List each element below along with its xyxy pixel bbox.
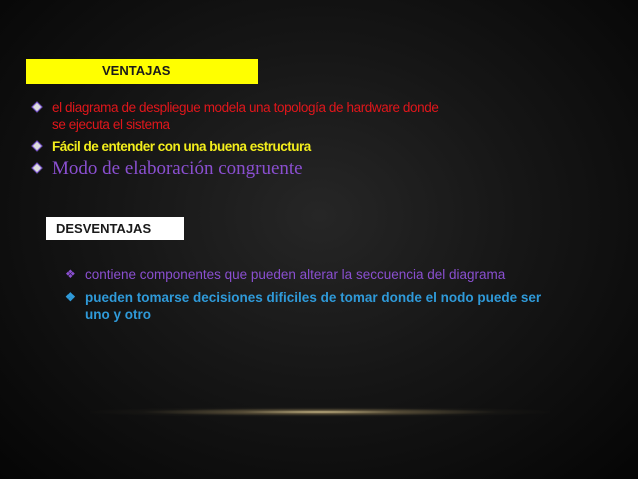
ventajas-heading: VENTAJAS (102, 63, 171, 78)
desventajas-item (63, 266, 563, 283)
ventajas-item-text: Modo de elaboración congruente (52, 158, 303, 179)
ventajas-item-text: Fácil de entender con una buena estructura (52, 139, 311, 154)
four-diamond-star-icon: ❖ (65, 267, 76, 281)
diamond-bullet-icon (31, 101, 42, 112)
ventajas-item (30, 138, 450, 155)
diamond-bullet-icon (31, 162, 42, 173)
ventajas-item-text: el diagrama de despliegue modela una topología de hardware donde se ejecuta el sistema (52, 100, 439, 132)
ventajas-heading-box (26, 59, 258, 84)
ventajas-item (30, 99, 450, 133)
four-diamond-star-icon: ❖ (65, 290, 76, 304)
ventajas-list (30, 99, 450, 180)
desventajas-list (63, 266, 563, 323)
desventajas-item-text: contiene componentes que pueden alterar la seccuencia del diagrama (85, 267, 506, 282)
diamond-bullet-icon (31, 140, 42, 151)
ventajas-item (30, 158, 450, 180)
desventajas-heading-box (46, 217, 184, 240)
desventajas-heading: DESVENTAJAS (56, 221, 152, 236)
desventajas-item-text: pueden tomarse decisiones dificiles de tomar donde el nodo puede ser uno y otro (85, 290, 542, 322)
decorative-glow-line (90, 407, 550, 417)
desventajas-item (63, 289, 563, 323)
